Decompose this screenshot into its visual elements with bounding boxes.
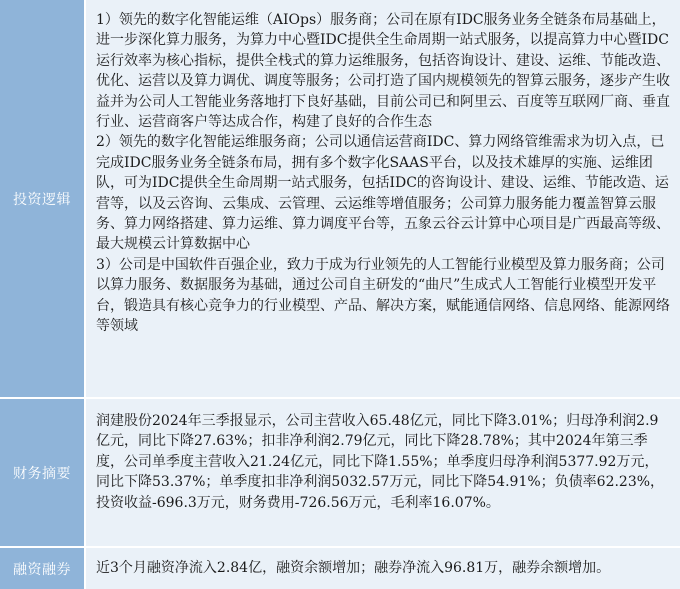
margin-financing-label: 融资融券	[0, 548, 84, 589]
financial-summary-text: 润建股份2024年三季报显示，公司主营收入65.48亿元，同比下降3.01%；归母净利润2.9亿元，同比下降27.63%；扣非净利润2.79亿元，同比下降28.78%；其中2024年第三季度，公司单季度主营收入21.24亿元，同比下降1.55%；单季度归母净利润5377.92万元，同比下降53.37%；单季度扣非净利润5032.57万元，同比下降54.91%；负债率62.23%，投资收益-696.3万元，财务费用-726.56万元，毛利率16.07%。	[96, 413, 665, 511]
logic-paragraph-1: 1）领先的数字化智能运维（AIOps）服务商；公司在原有IDC服务业务全链条布局基础上，进一步深化算力服务，为算力中心暨IDC提供全生命周期一站式服务，以提高算力中心暨IDC运行效率为核心指标，提供全栈式的算力运维服务，包括咨询设计、建设、运维、节能改造、优化、运营以及算力调优、调度等服务；公司打造了国内规模领先的智算云服务，逐步产生收益并为公司人工智能业务落地打下良好基础，目前公司已和阿里云、百度等互联网厂商、垂直行业、运营商客户等达成合作，构建了良好的合作生态	[96, 12, 670, 131]
margin-financing-text: 近3个月融资净流入2.84亿，融资余额增加；融券净流入96.81万，融券余额增加。	[96, 560, 611, 576]
financial-summary-label: 财务摘要	[0, 399, 84, 546]
investment-logic-label: 投资逻辑	[0, 0, 84, 397]
margin-financing-content	[86, 548, 680, 589]
financial-summary-content	[86, 399, 680, 546]
logic-paragraph-2: 2）领先的数字化智能运维服务商；公司以通信运营商IDC、算力网络管维需求为切入点，已完成IDC服务业务全链条布局，拥有多个数字化SAAS平台，以及技术雄厚的实施、运维团队，可为IDC提供全生命周期一站式服务，包括IDC的咨询设计、建设、运维、节能改造、运营等，以及云咨询、云集成、云管理、云运维等增值服务；公司算力服务能力覆盖智算云服务、算力网络搭建、算力运维、算力调度平台等，五象云谷云计算中心项目是广西最高等级、最大规模云计算数据中心	[96, 134, 670, 253]
margin-financing-row	[0, 548, 680, 589]
logic-paragraph-3: 3）公司是中国软件百强企业，致力于成为行业领先的人工智能行业模型及算力服务商；公司以算力服务、数据服务为基础，通过公司自主研发的“曲尺”生成式人工智能行业模型开发平台，锻造具有核心竞争力的行业模型、产品、解决方案，赋能通信网络、信息网络、能源网络等领域	[96, 256, 670, 335]
financial-summary-row	[0, 399, 680, 546]
investment-logic-content	[86, 0, 680, 397]
